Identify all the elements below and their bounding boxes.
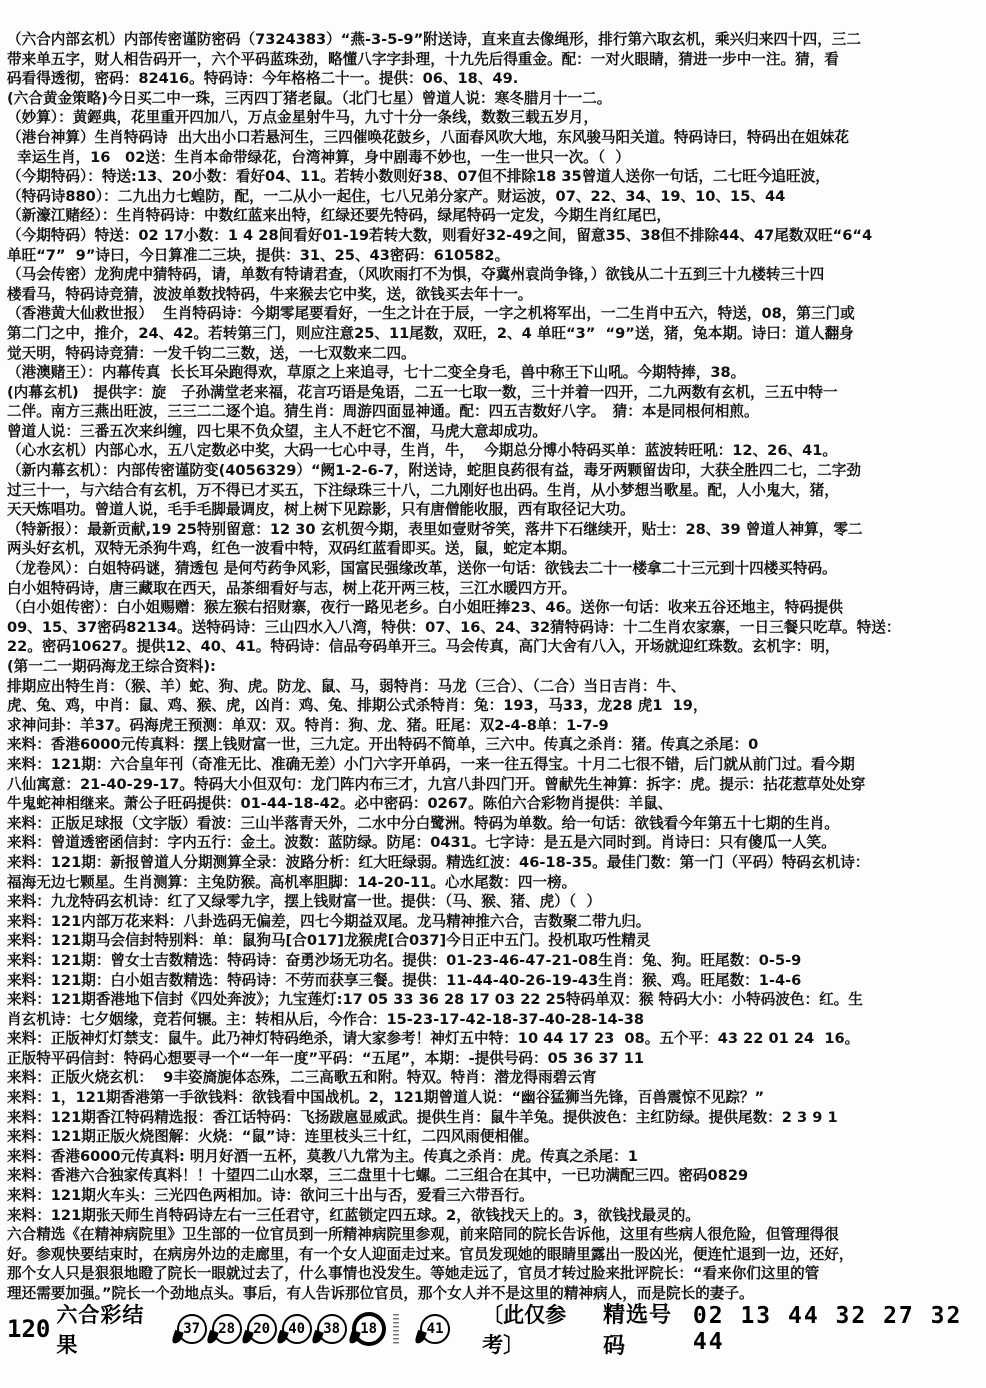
- text-line: （白小姐传密）：白小姐赐赠：猴左猴右招财寨，夜行一路见老乡。白小姐旺捧23、46。送你一句话：收来五谷还地主，特码提供: [7, 599, 843, 617]
- text-line: 码看得透彻，密码：82416。特码诗：今年格格二十一。提供：06、18、49.: [7, 70, 519, 88]
- text-line: （特新报）：最新贡献,19 25特别留意：12 30 玄机贺今期，表里如壹财爷笑，落井下石继续开，贴士：28、39 曾道人神算，零二: [7, 520, 863, 538]
- result-balls: [177, 1312, 386, 1346]
- text-line: 来料：121期香港地下信封《四处奔波》；九宝莲灯:17 05 33 36 28 17 03 22 25特码单双：猴 特码大小：小特码波色：红。生: [7, 991, 863, 1009]
- text-line: 来料：121期：六合皇年刊（奇准无比、准确无差）小门六字开单码，一来一往五得宝。十月二七很不错，后门就从前门过。看今期: [7, 755, 855, 773]
- reference-note: 〔此仅参考〕: [482, 1303, 567, 1357]
- selected-numbers: 02 13 44 32 27 32 44: [692, 1303, 963, 1355]
- result-ball: 28: [212, 1314, 242, 1344]
- text-line: 来料：曾道透密函信封：字内五行：金土。波数：蓝防绿。防尾：0431。七字诗：是五是六同时到。肖诗曰：只有傻瓜一人笑。: [7, 834, 836, 852]
- text-line: 来料：香港6000元传真料：摆上钱财富一世，三九定。开出特码不简单，三六中。传真之杀肖：猪。传真之杀尾：0: [7, 736, 759, 754]
- text-line: 二伴。南方三燕出旺波，三三二二逐个追。猜生肖：周游四面显神通。配：四五吉数好八字。 猜：本是同根何相煎。: [7, 403, 759, 421]
- text-line: （心水玄机）内部心水，五八定数必中奖，大码一七心中寻，生肖，牛， 今期总分博小特码买单：蓝波转旺吼：12、26、41。: [7, 442, 837, 460]
- special-ball: 41: [420, 1314, 450, 1344]
- text-line: 幸运生肖，16 02送：生肖本命带绿花，台湾神算，身中剧毒不妙也，一生一世只一次。（ ）: [7, 148, 630, 166]
- result-ball: 37: [177, 1314, 207, 1344]
- text-line: 过三十一，与六结合有玄机，万不得已才买五，下注绿珠三十八，二九刚好也出码。生肖，从小梦想当歌星。配，人小鬼大，猪，: [7, 481, 839, 499]
- text-line: 排期应出特生肖：（猴、羊）蛇、狗、虎。防龙、鼠、马，弱特肖：马龙（三合）、（二合）当日吉肖：牛、: [7, 677, 686, 695]
- text-body: [7, 30, 982, 1304]
- text-line: 来料：121期：新报曾道人分期测算全录：波路分析：红大旺绿弱。精选红波：46-18-35。最佳门数：第一门（平码）特码玄机诗：: [7, 853, 870, 871]
- text-line: 理还需要加强。”院长一个劲地点头。事后，有人告诉那位官员，那个女人并不是这里的精神病人，而是院长的妻子。: [7, 1285, 754, 1302]
- text-line: 福海无边七颗星。生肖测算：主兔防猴。高机率胆脚：14-20-11。心水尾数：四一榜。: [7, 873, 577, 891]
- text-line: （六合内部玄机）内部传密谨防密码（7324383）“燕-3-5-9”附送诗，直来直去像绳形，排行第六取玄机，乘兴归来四十四，三二: [7, 31, 861, 48]
- special-ball-wrap: [420, 1314, 450, 1344]
- text-line: 来料：香港6000元传真料: 明月好酒一五杯，莫教八九常为主。传真之杀肖：虎。传真之杀尾：1: [7, 1147, 638, 1165]
- text-line: 两头好玄机，双特无杀狗牛鸡，红色一波看中特，双码红蓝看即买。送，鼠，蛇定本期。: [7, 540, 577, 558]
- issue-number: 120: [7, 1315, 51, 1343]
- text-line: 肖玄机诗：七夕姻缘，竞若何辗。主：转相从后，今作合：15-23-17-42-18-37-40-28-14-38: [7, 1010, 645, 1028]
- text-line: （今期特码）特送：02 17小数：1 4 28间看好01-19若转大数，则看好32-49之间，留意35、38但不排除44、47尾数双旺“6“4: [7, 226, 873, 244]
- text-line: 求神问卦：羊37。码海虎王预测：单双：双。特肖：狗、龙、猪。旺尾：双2-4-8单：1-7-9: [7, 716, 609, 734]
- text-line: （港台神算）生肖特码诗 出大出小口若悬河生，三四催唤花鼓乡，八面春风吹大地，东风骏马阳关道。特码诗曰，特码出在姐妹花: [7, 128, 850, 146]
- text-line: 曾道人说：三番五次来纠缠，四七果不负众望，主人不赶它不溜，马虎大意却成功。: [7, 422, 547, 440]
- text-line: 牛鬼蛇神相继来。萧公子旺码提供：01-44-18-42。必中密码：0267。陈伯六合彩物肖提供：羊鼠、: [7, 795, 673, 813]
- text-line: 来料：九龙特码玄机诗：红了又绿零九字，摆上钱财富一世。提供：（马、猴、猪、虎）（ ）: [7, 893, 601, 911]
- special-divider-icon: [393, 1314, 399, 1344]
- result-ball: 38: [317, 1314, 347, 1344]
- text-line: 来料：121期正版火烧图解：火烧：“鼠”诗：连里枝头三十红，二四风雨便相催。: [7, 1128, 539, 1146]
- text-line: 来料：121内部万花来料：八卦选码无偏差，四七今期益双尾。龙马精神推六合，吉数聚二带九归。: [7, 912, 651, 930]
- text-line: 来料：正版神灯灯禁支：鼠牛。此乃神灯特码绝杀，请大家参考！神灯五中特：10 44 17 23 08。五个平：43 22 01 24 16。: [7, 1030, 860, 1048]
- text-line: 09、15、37密码82134。送特码诗：三山四水入八湾，特供：07、16、24、32猜特码诗：十二生肖农家寨，一日三餐只吃草。特送：: [7, 618, 901, 636]
- text-line: (第一二一期码海龙王综合资料):: [7, 658, 216, 675]
- text-line: (内幕玄机) 提供字：旋 子孙满堂老来福，花言巧语是兔语，二五一七取一数，三十并着一四开，二九两数有玄机，三五中特一: [7, 383, 838, 401]
- text-line: 来料：121期马会信封特别料：单：鼠狗马[合017]龙猴虎[合037]今日正中五门。投机取巧性精灵: [7, 932, 651, 950]
- text-line: 单旺“7” 9”诗曰，今日算准二三块，提供：31、25、43密码：610582。: [7, 246, 510, 264]
- result-ball: 40: [282, 1314, 312, 1344]
- text-line: 来料：121期：曾女士吉数精选：特码诗：奋勇沙场无功名。提供：01-23-46-47-21-08生肖：兔、狗。旺尾数：0-5-9: [7, 951, 802, 969]
- text-line: 白小姐特码诗，唐三藏取在西天，品茶细看好与志，树上花开两三枝，三江水暖四方开。: [7, 579, 577, 597]
- text-line: 来料：正版火烧玄机： 9丰姿旖旎体态殊，二三高歌五和附。特双。特肖：潜龙得雨碧云宵: [7, 1069, 597, 1087]
- text-line: （新内幕玄机）：内部传密谨防变(4056329）“阙1-2-6-7，附送诗，蛇胆良药很有益，毒牙两颗留齿印，大获全胜四二七，二字劲: [7, 462, 861, 480]
- text-line: 那个女人只是狠狠地瞪了院长一眼就过去了，什么事情也没发生。等她走远了，官员才转过脸来批评院长：“看来你们这里的管: [7, 1265, 820, 1283]
- text-line: 来料：香港六合独家传真料！！十望四二山水翠，三二盘里十七螺。二三组合在其中，一已功满配三四。密码0829: [7, 1167, 749, 1185]
- text-line: （今期特码）：特送:13、20小数：看好04、11。若转小数则好38、07但不排除18 35曾道人送你一句话，二七旺今追旺波，: [7, 168, 830, 186]
- text-line: （妙算）：黄鋞典，花里重开四加八，万点金星射牛马，九寸十分一条线，数数三载五岁月，: [7, 109, 599, 127]
- text-line: 觉天明，特码诗竞猜：一发千钧二三数，送，一七双数来二四。: [7, 344, 416, 362]
- text-line: 来料：1，121期香港第一手欲钱料：欲钱看中国战机。2，121期曾道人说：“幽谷猛狮当先锋，百兽震惊不见踪？”: [7, 1089, 765, 1107]
- text-line: 22。密码10627。提供12、40、41。特码诗：信品夸码单开三。马会传真，高门大舍有八入，开场就迎红珠数。玄机字：明，: [7, 638, 840, 656]
- selected-numbers-label: 精选号码: [603, 1303, 673, 1359]
- text-line: 来料：121期张天师生肖特码诗左右一三任君守，红蓝锁定四五球。2，欲钱找天上的。3，欲钱找最灵的。: [7, 1206, 700, 1224]
- text-line: 天天炼唱功。曾道人说，毛手毛脚最调皮，树上树下见踪影，只有唐僧能收服，西有取径记大功。: [7, 501, 635, 519]
- text-line: （港澳赌王）：内幕传真 长长耳朵跑得欢，草原之上来追寻，七十二变全身毛，兽中称王下山吼。今期特捧，38。: [7, 364, 746, 382]
- text-line: 正版特平码信封：特码心想要寻一个“一年一度”平码：“五尾”，本期：-提供号码：05 36 37 11: [7, 1049, 645, 1067]
- result-label: 六合彩结果: [56, 1303, 145, 1357]
- text-line: 来料：121期：白小姐吉数精选：特码诗：不劳而获享三餐。提供：11-44-40-26-19-43生肖：猴、鸡。旺尾数：1-4-6: [7, 971, 802, 989]
- text-line: （龙卷风）：白姐特码谜，猜透包 是何芍药争风彩，国富民强缘改革，送你一句话：欲钱去二十一楼拿二十三元到十四楼买特码。: [7, 560, 837, 578]
- text-line: 好。参观快要结束时，在病房外边的走廊里，有一个女人迎面走过来。官员发现她的眼睛里露出一股凶光，便连忙退到一边，还好，: [7, 1245, 854, 1263]
- text-line: 六合精选《在精神病院里》卫生部的一位官员到一所精神病院里参观，前来陪同的院长告诉他，这里有些病人很危险，但管理得很: [7, 1226, 839, 1244]
- text-line: (六合黄金策略)今日买二中一珠，三丙四丁猪老鼠。（北门七星）曾道人说：寒冬腊月十一二。: [7, 89, 612, 107]
- text-line: 虎、兔、鸡，中肖：鼠、鸡、猴、虎，凶肖：鸡、兔、排期公式杀特肖：兔：193，马33，龙28 虎1 19，: [7, 697, 708, 715]
- text-line: （特码诗880）：二九出力七蝗防，配，一二从小一起住，七八兄弟分家产。财运波，07、22、34、19、10、15、44: [7, 187, 786, 205]
- result-ball: 20: [247, 1314, 277, 1344]
- text-line: 来料：121期火车头：三光四色两相加。诗：欲问三十出与否，爱看三六带吾行。: [7, 1187, 534, 1205]
- text-line: （香港黄大仙救世报） 生肖特码诗：今期零尾要看好，一生之计在于辰，一字之机将军出，一二生肖中五六，特送，08，第三门或: [7, 305, 855, 323]
- text-line: 来料：正版足球报（文字版）看波：三山半落青天外，二水中分白鹭洲。特码为单数。给一句话：欲钱看今年第五十七期的生肖。: [7, 814, 839, 832]
- text-line: 八仙寓意：21-40-29-17。特码大小但双句：龙门阵内布三才，九宫八卦四门开。曾献先生神算：拆字：虎。提示：拈花惹草处处穿: [7, 775, 866, 793]
- text-line: 来料：121期香江特码精选报：香江话特码：飞扬跋扈显威武。提供生肖：鼠牛羊兔。提供波色：主红防绿。提供尾数：2 3 9 1: [7, 1108, 838, 1126]
- result-ball: 18: [352, 1312, 386, 1346]
- text-line: （新濠江赌经）：生肖特码诗：中数红蓝来出特，红绿还要先特码，绿尾特码一定发，今期生肖红尾巴，: [7, 207, 672, 225]
- text-line: 楼看马，特码诗竞猜，波波单数找特码，牛来猴去它中奖，送，欲钱买去年十一。: [7, 285, 533, 303]
- text-line: （马会传密）龙狗虎中猜特码，请，单数有特请君查，（风吹雨打不为惧，夺冀州袁尚争锋，）欲钱从二十五到三十九楼转三十四: [7, 266, 825, 284]
- text-line: 第二门之中，推介，24、42。若转第三门，则应注意25、11尾数，双旺，2、4 单旺“3” “9”送，猪，兔本期。诗曰：道人翻身: [7, 324, 854, 342]
- text-line: 带来单五字，财人相告码开一，六个平码蓝珠劲，略懂八字字卦理，十九先后得重金。配：一对火眼睛，猜进一步中一注。猜，看: [7, 50, 839, 68]
- result-footer: [7, 1298, 982, 1360]
